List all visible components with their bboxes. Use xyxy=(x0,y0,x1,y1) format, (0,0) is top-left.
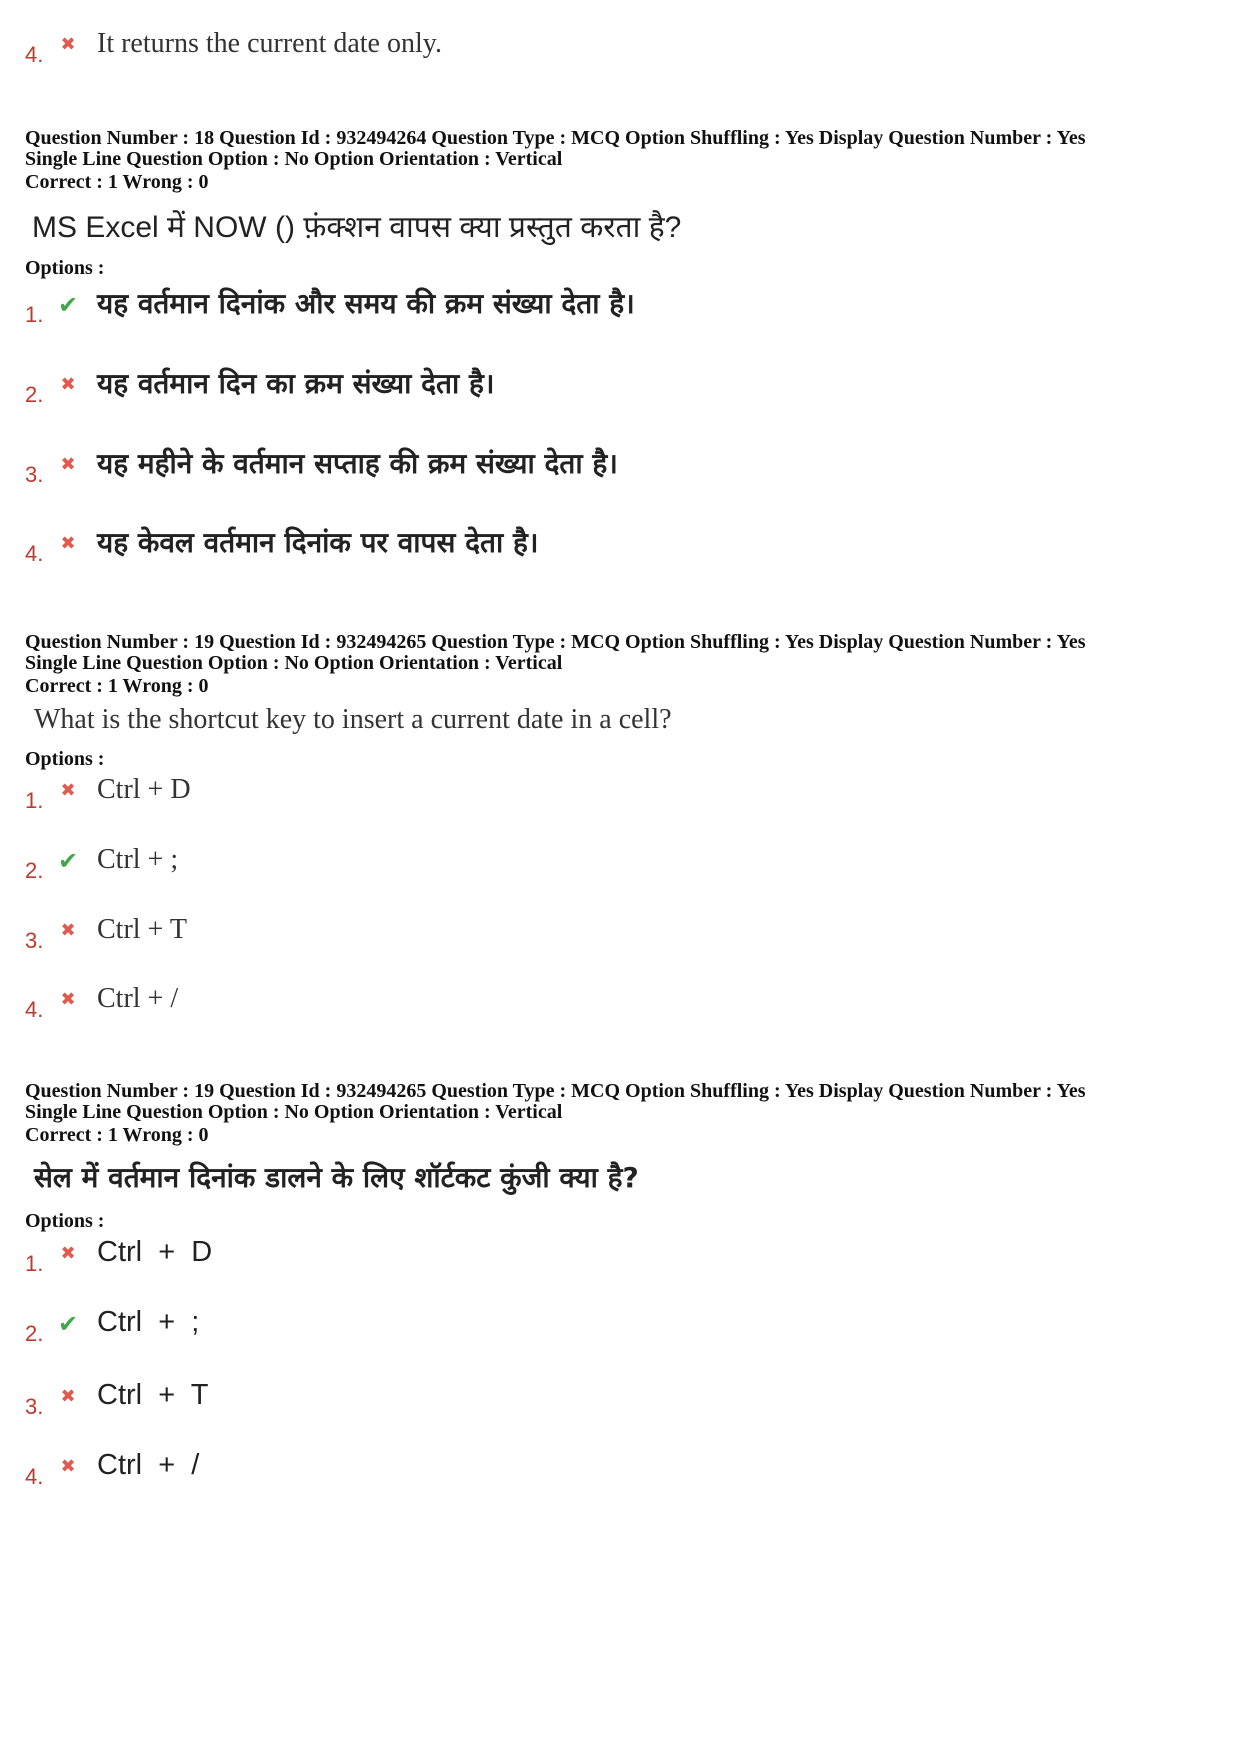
option-number: 2. xyxy=(25,1321,44,1346)
question-meta-line2: Single Line Question Option : No Option Orientation : Vertical xyxy=(25,148,563,170)
question-meta xyxy=(25,1081,1085,1123)
cross-icon: ✖ xyxy=(60,780,76,801)
check-icon: ✔ xyxy=(57,291,79,319)
cross-icon: ✖ xyxy=(60,1386,76,1407)
option-row xyxy=(25,844,179,883)
question-meta-line1: Question Number : 19 Question Id : 932494265 Question Type : MCQ Option Shuffling : Yes Display Question Number : Yes xyxy=(25,1080,1086,1102)
option-text: Ctrl + / xyxy=(97,983,179,1014)
question-meta xyxy=(25,632,1085,674)
options-label: Options : xyxy=(25,748,105,770)
check-icon: ✔ xyxy=(57,847,79,875)
option-text: Ctrl + D xyxy=(97,1236,213,1268)
option-row xyxy=(25,287,635,327)
option-number: 4. xyxy=(25,541,44,566)
question-meta-line2: Single Line Question Option : No Option Orientation : Vertical xyxy=(25,1101,563,1123)
option-text: यह वर्तमान दिन का क्रम संख्या देता है। xyxy=(97,367,495,400)
option-number: 3. xyxy=(25,462,44,487)
cross-icon: ✖ xyxy=(60,34,76,55)
question-marks: Correct : 1 Wrong : 0 xyxy=(25,171,209,193)
question-meta-line1: Question Number : 19 Question Id : 932494265 Question Type : MCQ Option Shuffling : Yes Display Question Number : Yes xyxy=(25,631,1086,653)
option-number: 4. xyxy=(25,1464,44,1489)
option-text: Ctrl + ; xyxy=(97,844,179,875)
option-row xyxy=(25,367,495,407)
options-label: Options : xyxy=(25,1210,105,1232)
option-row xyxy=(25,526,539,566)
question-text: MS Excel में NOW () फ़ंक्शन वापस क्या प्रस्तुत करता है? xyxy=(32,211,682,244)
option-text: It returns the current date only. xyxy=(97,28,442,59)
option-text: Ctrl + T xyxy=(97,1379,209,1411)
cross-icon: ✖ xyxy=(60,1243,76,1264)
option-text: Ctrl + D xyxy=(97,774,191,805)
option-number: 4. xyxy=(25,997,44,1022)
option-number: 3. xyxy=(25,1394,44,1419)
option-text: Ctrl + ; xyxy=(97,1306,200,1338)
option-row xyxy=(25,983,179,1022)
question-marks: Correct : 1 Wrong : 0 xyxy=(25,1124,209,1146)
question-meta-line1: Question Number : 18 Question Id : 932494264 Question Type : MCQ Option Shuffling : Yes Display Question Number : Yes xyxy=(25,127,1086,149)
cross-icon: ✖ xyxy=(60,1456,76,1477)
cross-icon: ✖ xyxy=(60,920,76,941)
option-number: 2. xyxy=(25,858,44,883)
cross-icon: ✖ xyxy=(60,533,76,554)
question-meta xyxy=(25,128,1085,170)
option-row xyxy=(25,774,191,813)
option-number: 2. xyxy=(25,382,44,407)
option-text: Ctrl + T xyxy=(97,914,187,945)
option-text: यह वर्तमान दिनांक और समय की क्रम संख्या देता है। xyxy=(97,287,635,320)
options-label: Options : xyxy=(25,257,105,279)
option-row xyxy=(25,914,187,953)
option-number: 1. xyxy=(25,302,44,327)
option-row xyxy=(25,1236,213,1276)
cross-icon: ✖ xyxy=(60,989,76,1010)
option-number: 1. xyxy=(25,788,44,813)
question-marks: Correct : 1 Wrong : 0 xyxy=(25,675,209,697)
option-text: यह केवल वर्तमान दिनांक पर वापस देता है। xyxy=(97,526,539,559)
option-row xyxy=(25,1306,200,1346)
question-text: What is the shortcut key to insert a current date in a cell? xyxy=(34,704,672,735)
cross-icon: ✖ xyxy=(60,454,76,475)
cross-icon: ✖ xyxy=(60,374,76,395)
check-icon: ✔ xyxy=(57,1310,79,1338)
option-number: 4. xyxy=(25,42,44,67)
option-number: 3. xyxy=(25,928,44,953)
option-row xyxy=(25,1449,200,1489)
option-row xyxy=(25,447,618,487)
option-text: यह महीने के वर्तमान सप्ताह की क्रम संख्या देता है। xyxy=(97,447,618,480)
option-row xyxy=(25,28,442,67)
option-number: 1. xyxy=(25,1251,44,1276)
question-meta-line2: Single Line Question Option : No Option Orientation : Vertical xyxy=(25,652,563,674)
option-row xyxy=(25,1379,209,1419)
question-text: सेल में वर्तमान दिनांक डालने के लिए शॉर्टकट कुंजी क्या है? xyxy=(34,1161,639,1194)
option-text: Ctrl + / xyxy=(97,1449,200,1481)
